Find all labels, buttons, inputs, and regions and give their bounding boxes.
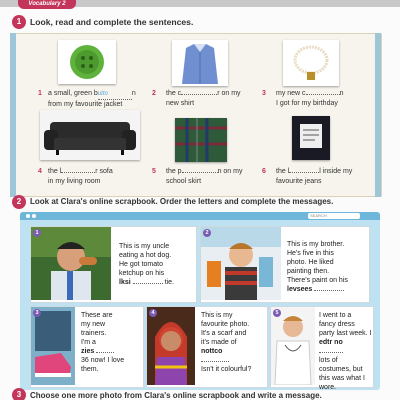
item-number: 5	[152, 168, 156, 175]
search-input[interactable]: SEARCH	[308, 213, 360, 219]
tartan-skirt-image	[175, 118, 227, 162]
answer-blank[interactable]	[96, 352, 114, 353]
panel-frame-left	[10, 33, 16, 197]
exercise-number-badge: 3	[12, 388, 26, 400]
card-number: 1	[33, 229, 41, 237]
scrapbook-card-2	[200, 226, 370, 303]
exercise-number-badge: 1	[12, 15, 26, 29]
answer-blank[interactable]	[181, 94, 217, 95]
scrapbook-card-5	[270, 306, 374, 388]
pearl-necklace-image	[283, 40, 339, 86]
pink-trainers-photo	[31, 307, 75, 385]
answer-blank[interactable]	[182, 172, 218, 173]
blue-shirt-image	[172, 40, 228, 86]
card-number: 5	[273, 309, 281, 317]
section-tab: Vocabulary 2	[18, 0, 76, 9]
online-scrapbook	[20, 212, 380, 390]
scrapbook-card-4	[146, 306, 268, 388]
item-number: 3	[262, 90, 266, 97]
exercise-2-instruction: Look at Clara's online scrapbook. Order the letters and complete the messages.	[30, 197, 334, 206]
sentence-6: the l l inside my favourite jeans	[276, 168, 353, 185]
answer-blank[interactable]	[319, 352, 343, 353]
answer-blank[interactable]	[314, 290, 344, 291]
item-number: 4	[38, 168, 42, 175]
leather-sofa-image	[40, 110, 140, 160]
brother-painting-photo	[201, 227, 281, 300]
uncle-hotdog-photo	[31, 227, 111, 300]
answer-blank[interactable]	[61, 172, 95, 173]
item-number: 2	[152, 90, 156, 97]
exercise-number-badge: 2	[12, 195, 26, 209]
exercise-1-instruction: Look, read and complete the sentences.	[30, 17, 194, 27]
item-number: 1	[38, 90, 42, 97]
answer-blank[interactable]	[306, 94, 340, 95]
card-4-message: This is my favourite photo. It's a scarf and it's made of nottco Isn't it colourful?	[201, 312, 252, 373]
window-dot	[32, 214, 36, 218]
scrapbook-card-1	[30, 226, 197, 303]
card-1-message: This is my uncle eating a hot dog. He got tomato ketchup on his lksi tie.	[119, 243, 174, 286]
answer-blank[interactable]: utto	[98, 89, 132, 100]
colourful-scarf-photo	[147, 307, 195, 385]
green-button-image	[58, 40, 116, 84]
card-3-message: These are my new trainers. I'm a zies 36 now! I love them.	[81, 312, 125, 373]
card-5-message: I went to a fancy dress party last week. I edtr no lots of costumes, but this was what I wore.	[319, 312, 372, 390]
shirt-photo	[172, 40, 228, 86]
answer-blank[interactable]	[289, 172, 319, 173]
label-photo	[292, 116, 330, 160]
card-number: 3	[33, 309, 41, 317]
skirt-photo	[175, 118, 227, 162]
scrapbook-card-3	[30, 306, 144, 388]
sentence-1: a small, green butto n from my favourite jacket	[48, 90, 136, 108]
button-photo	[58, 40, 116, 84]
jeans-label-image	[292, 116, 330, 160]
card-number: 2	[203, 229, 211, 237]
card-number: 4	[149, 309, 157, 317]
card-2-message: This is my brother. He's five in this photo. He liked painting then. There's paint on his levsees	[287, 241, 348, 293]
sentence-5: the p n on my school skirt	[166, 168, 243, 185]
sentence-3: my new c n I got for my birthday	[276, 90, 344, 107]
item-number: 6	[262, 168, 266, 175]
exercise-3-instruction: Choose one more photo from Clara's online scrapbook and write a message.	[30, 391, 322, 400]
doctor-costume-photo	[271, 307, 315, 385]
sentence-2: the c r on my new shirt	[166, 90, 241, 107]
answer-blank[interactable]	[201, 361, 229, 362]
sentence-4: the l r sofa in my living room	[48, 168, 113, 185]
answer-blank[interactable]	[133, 283, 163, 284]
panel-frame-right	[375, 33, 381, 197]
necklace-photo	[283, 40, 339, 86]
sofa-photo	[40, 110, 140, 160]
window-dot	[26, 214, 30, 218]
